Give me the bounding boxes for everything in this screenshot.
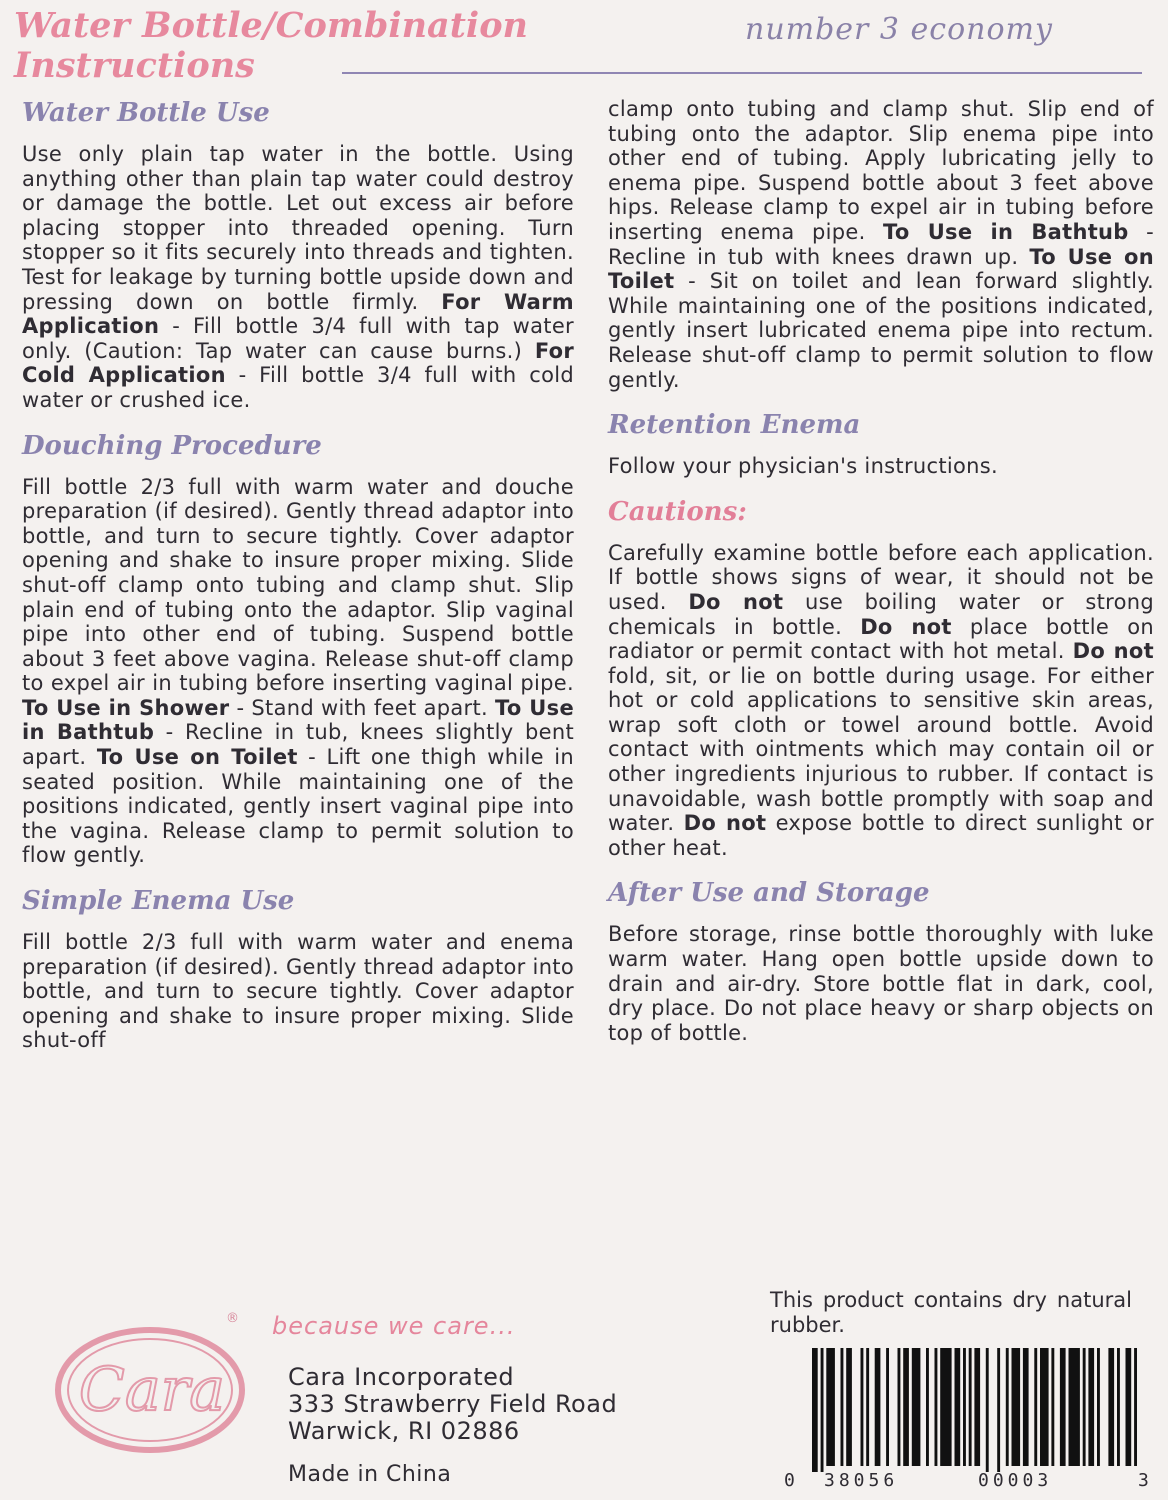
barcode-bar bbox=[1083, 1348, 1086, 1466]
douche-toilet-text: - Lift one thigh while in seated position. While maintaining one of the positions indicated, gently insert vaginal pipe into the vagina. Release clamp to permit solution to flow gently. bbox=[22, 745, 574, 868]
douching-procedure-text bbox=[22, 475, 574, 869]
barcode-bar bbox=[1069, 1348, 1080, 1466]
title-divider bbox=[342, 72, 1142, 74]
douching-intro: Fill bottle 2/3 full with warm water and douche preparation (if desired). Gently thread adaptor into bottle, and turn to secure tightly. Cover adaptor opening and shake to insure proper mixing. Slide shut-off clamp onto tubing and clamp shut. Slip plain end of tubing onto the adaptor. Slip vaginal pipe into other end of tubing. Suspend bottle about 3 feet above vagina. Release shut-off clamp to expel air in tubing before inserting vaginal pipe. bbox=[22, 474, 574, 696]
water-bottle-use-intro: Use only plain tap water in the bottle. Using anything other than plain tap water could destroy or damage the bottle. Let out excess air before placing stopper into threaded opening. Turn stopper so it fits securely into threads and tighten. Test for leakage by turning bottle upside down and pressing down on bottle firmly. bbox=[22, 142, 574, 314]
barcode-bar bbox=[963, 1348, 966, 1466]
warm-application-label: For Warm Application bbox=[22, 289, 574, 339]
barcode-bar bbox=[955, 1348, 961, 1466]
barcode-bar bbox=[1040, 1348, 1049, 1466]
barcode-bar bbox=[812, 1348, 818, 1472]
barcode-last-digit: 3 bbox=[1138, 1470, 1149, 1491]
barcode-bar bbox=[1051, 1348, 1054, 1466]
barcode-bar bbox=[826, 1348, 835, 1466]
cautions-heading: Cautions: bbox=[608, 496, 747, 527]
barcode-bar bbox=[866, 1348, 869, 1466]
barcode-bar bbox=[841, 1348, 844, 1466]
barcode bbox=[782, 1348, 1152, 1494]
barcode-bar bbox=[1097, 1348, 1100, 1466]
cold-application-text: - Fill bottle 3/4 full with cold water or crushed ice. bbox=[22, 363, 574, 412]
address-line-1: 333 Strawberry Field Road bbox=[288, 1390, 618, 1418]
barcode-right-digits: 00003 bbox=[978, 1470, 1053, 1491]
douching-procedure-heading: Douching Procedure bbox=[22, 430, 322, 461]
retention-enema-heading: Retention Enema bbox=[608, 410, 861, 441]
barcode-bar bbox=[1012, 1348, 1021, 1466]
barcode-bar bbox=[1126, 1348, 1132, 1466]
barcode-bar bbox=[1006, 1348, 1009, 1466]
retention-enema-text: Follow your physician's instructions. bbox=[608, 454, 998, 479]
cold-application-label: For Cold Application bbox=[22, 338, 574, 388]
barcode-bar bbox=[886, 1348, 889, 1466]
barcode-bar bbox=[1088, 1348, 1094, 1466]
barcode-bar bbox=[1108, 1348, 1114, 1466]
barcode-bar bbox=[1134, 1348, 1137, 1466]
barcode-bar bbox=[912, 1348, 921, 1466]
do-not-4: Do not bbox=[683, 811, 767, 836]
page-title bbox=[14, 6, 528, 86]
shower-text: - Stand with feet apart. bbox=[229, 695, 496, 720]
after-use-heading: After Use and Storage bbox=[608, 878, 930, 909]
slogan: because we care... bbox=[272, 1312, 516, 1340]
do-not-3: Do not bbox=[1072, 639, 1155, 664]
left-column bbox=[22, 98, 574, 1071]
barcode-bar bbox=[926, 1348, 929, 1466]
barcode-bar bbox=[997, 1348, 1000, 1472]
barcode-number bbox=[782, 1470, 1152, 1492]
enema-toilet-label: To Use on Toilet bbox=[608, 244, 1154, 294]
barcode-bar bbox=[986, 1348, 989, 1472]
douche-toilet-label: To Use on Toilet bbox=[96, 745, 298, 770]
douche-bathtub-label: To Use in Bathtub bbox=[22, 695, 574, 745]
product-subtitle: number 3 economy bbox=[745, 12, 1053, 47]
barcode-bar bbox=[940, 1348, 951, 1466]
barcode-bar bbox=[898, 1348, 901, 1466]
cautions-text bbox=[608, 541, 1154, 861]
do-not-2: Do not bbox=[860, 614, 952, 639]
barcode-bar bbox=[1060, 1348, 1066, 1466]
simple-enema-text-right bbox=[608, 97, 1154, 392]
barcode-bar bbox=[1117, 1348, 1120, 1466]
cautions-part-4: fold, sit, or lie on bottle during usage. For either hot or cold applications to sensitive skin areas, wrap soft cloth or towel around bottle. Avoid contact with ointments which may contain oil or other ingredients injurious to rubber. If contact is unavoidable, wash bottle promptly with soap and water. bbox=[608, 663, 1154, 836]
registered-mark: ® bbox=[226, 1311, 239, 1326]
rubber-notice: This product contains dry natural rubber. bbox=[770, 1288, 1132, 1337]
after-use-text: Before storage, rinse bottle thoroughly with luke warm water. Hang open bottle upside down to drain and air-dry. Store bottle flat in dark, cool, dry place. Do not place heavy or sharp objects on top of bottle. bbox=[608, 922, 1154, 1045]
title-line-1: Water Bottle/Combination bbox=[14, 5, 528, 46]
barcode-bar bbox=[1023, 1348, 1029, 1466]
barcode-left-digits: 38056 bbox=[824, 1470, 899, 1491]
barcode-bar bbox=[821, 1348, 824, 1472]
douche-bathtub-text: - Recline in tub, knees slightly bent apart. bbox=[22, 720, 574, 770]
cautions-part-1: Carefully examine bottle before each application. If bottle shows signs of wear, it should not be used. bbox=[608, 540, 1154, 614]
warm-application-text: - Fill bottle 3/4 full with tap water only. (Caution: Tap water can cause burns.) bbox=[22, 314, 574, 363]
simple-enema-text-left: Fill bottle 2/3 full with warm water and enema preparation (if desired). Gently thread adaptor into bottle, and turn to secure tightly. Cover adaptor opening and shake to insure proper mixing. Slide shut-off bbox=[22, 930, 574, 1053]
simple-enema-heading: Simple Enema Use bbox=[22, 886, 295, 917]
do-not-1: Do not bbox=[688, 589, 784, 614]
barcode-bar bbox=[861, 1348, 864, 1466]
enema-continued: clamp onto tubing and clamp shut. Slip end of tubing onto the adaptor. Slip enema pipe into other end of tubing. Apply lubricating jelly to enema pipe. Suspend bottle about 3 feet above hips. Release clamp to expel air in tubing before inserting enema pipe. bbox=[608, 97, 1154, 244]
barcode-bar bbox=[1034, 1348, 1037, 1466]
barcode-first-digit: 0 bbox=[784, 1470, 795, 1491]
company-address bbox=[288, 1364, 617, 1445]
cautions-part-5: expose bottle to direct sunlight or other heat. bbox=[608, 811, 1154, 860]
right-column bbox=[608, 97, 1154, 1063]
barcode-bar bbox=[875, 1348, 881, 1466]
enema-bathtub-label: To Use in Bathtub bbox=[883, 219, 1129, 244]
made-in-label: Made in China bbox=[288, 1462, 452, 1487]
barcode-bar bbox=[974, 1348, 980, 1466]
barcode-bar bbox=[903, 1348, 909, 1466]
barcode-bar bbox=[969, 1348, 972, 1466]
enema-bathtub-text: - Recline in tub with knees drawn up. bbox=[608, 219, 1154, 269]
address-line-2: Warwick, RI 02886 bbox=[288, 1417, 520, 1445]
barcode-bar bbox=[846, 1348, 852, 1466]
water-bottle-use-heading: Water Bottle Use bbox=[22, 98, 270, 128]
shower-label: To Use in Shower bbox=[22, 695, 230, 720]
cautions-part-2: use boiling water or strong chemicals in bottle. bbox=[608, 589, 1155, 639]
title-line-2: Instructions bbox=[14, 45, 255, 86]
barcode-bar bbox=[935, 1348, 938, 1466]
logo-wordmark: Cara bbox=[78, 1355, 226, 1425]
enema-toilet-text: - Sit on toilet and lean forward slightly. While maintaining one of the positions indicated, gently insert lubricated enema pipe into rectum. Release shut-off clamp to permit solution to flow gently. bbox=[608, 269, 1154, 392]
cautions-part-3: place bottle on radiator or permit contact with hot metal. bbox=[608, 614, 1154, 664]
water-bottle-use-text bbox=[22, 142, 574, 413]
cara-logo bbox=[52, 1322, 252, 1458]
barcode-bars bbox=[782, 1348, 1152, 1472]
company-name: Cara Incorporated bbox=[288, 1363, 515, 1391]
